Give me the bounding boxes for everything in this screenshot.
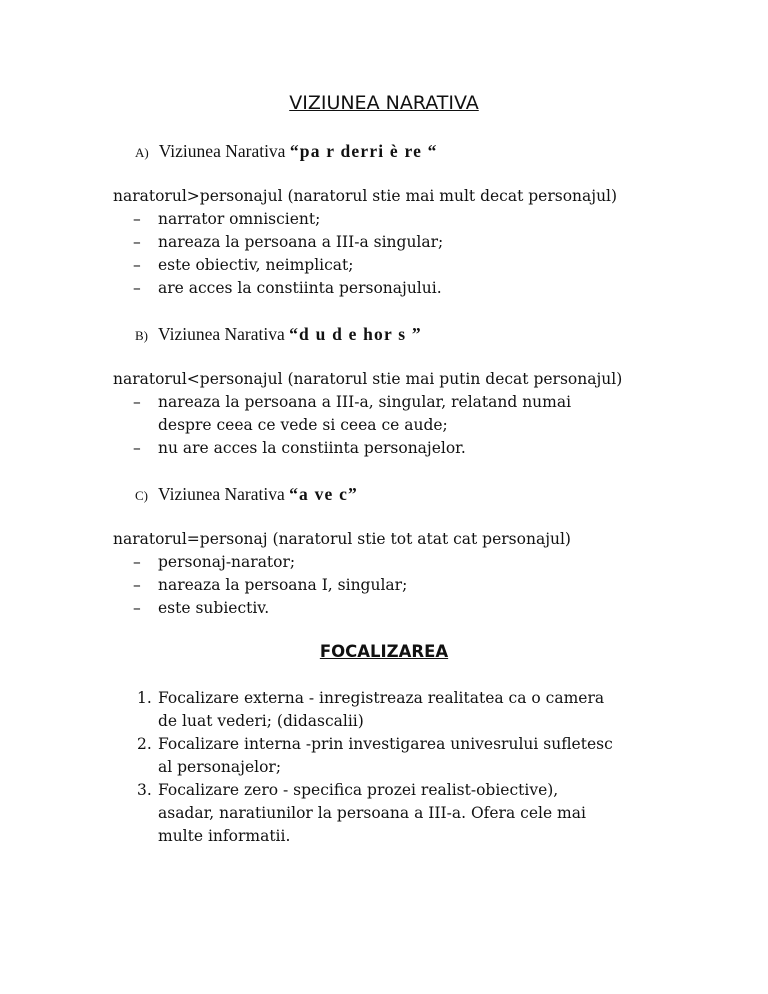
subheading-label: Viziunea Narativa [158, 324, 285, 344]
list-item: – nu are acces la constiinta personajelor. [133, 439, 466, 457]
subheading-label: Viziunea Narativa [158, 484, 285, 504]
list-item: – este subiectiv. [133, 599, 270, 617]
numbered-item-continuation: de luat vederi; (didascalii) [158, 712, 364, 730]
document-title: VIZIUNEA NARATIVA [289, 92, 479, 114]
focalizare-heading: FOCALIZAREA [319, 642, 449, 661]
list-item: – are acces la constiinta personajului. [133, 279, 442, 297]
list-item: – nareaza la persoana a III-a, singular, relatand numai [133, 393, 572, 411]
subheading-letter: A) [135, 145, 149, 160]
list-item: – nareaza la persoana I, singular; [133, 576, 408, 594]
numbered-item-continuation: asadar, naratiunilor la persoana a III-a. Ofera cele mai [158, 804, 586, 822]
subheading-term: “d u d e hor s ” [289, 324, 422, 344]
section-b-intro: naratorul<personajul (naratorul stie mai putin decat personajul) [113, 370, 623, 388]
subheading-term: “a ve c” [289, 484, 358, 504]
list-item: – este obiectiv, neimplicat; [133, 256, 354, 274]
section-c-intro: naratorul=personaj (naratorul stie tot atat cat personajul) [113, 530, 571, 548]
numbered-item-continuation: multe informatii. [158, 827, 291, 845]
list-item-continuation: despre ceea ce vede si ceea ce aude; [158, 416, 448, 434]
numbered-item: 1. Focalizare externa - inregistreaza realitatea ca o camera [137, 689, 605, 707]
subheading-c [135, 484, 358, 505]
subheading-a [135, 141, 438, 162]
subheading-letter: B) [135, 328, 148, 343]
subheading-label: Viziunea Narativa [158, 141, 286, 161]
numbered-item: 2. Focalizare interna -prin investigarea univesrului sufletesc [137, 735, 613, 753]
numbered-item-continuation: al personajelor; [158, 758, 282, 776]
subheading-term: “pa r derri è re “ [289, 141, 438, 161]
list-item: – personaj-narator; [133, 553, 296, 571]
numbered-item: 3. Focalizare zero - specifica prozei realist-obiective), [137, 781, 559, 799]
subheading-letter: C) [135, 488, 148, 503]
section-a-intro: naratorul>personajul (naratorul stie mai mult decat personajul) [113, 187, 618, 205]
list-item: – nareaza la persoana a III-a singular; [133, 233, 444, 251]
list-item: – narrator omniscient; [133, 210, 321, 228]
subheading-b [135, 324, 422, 345]
